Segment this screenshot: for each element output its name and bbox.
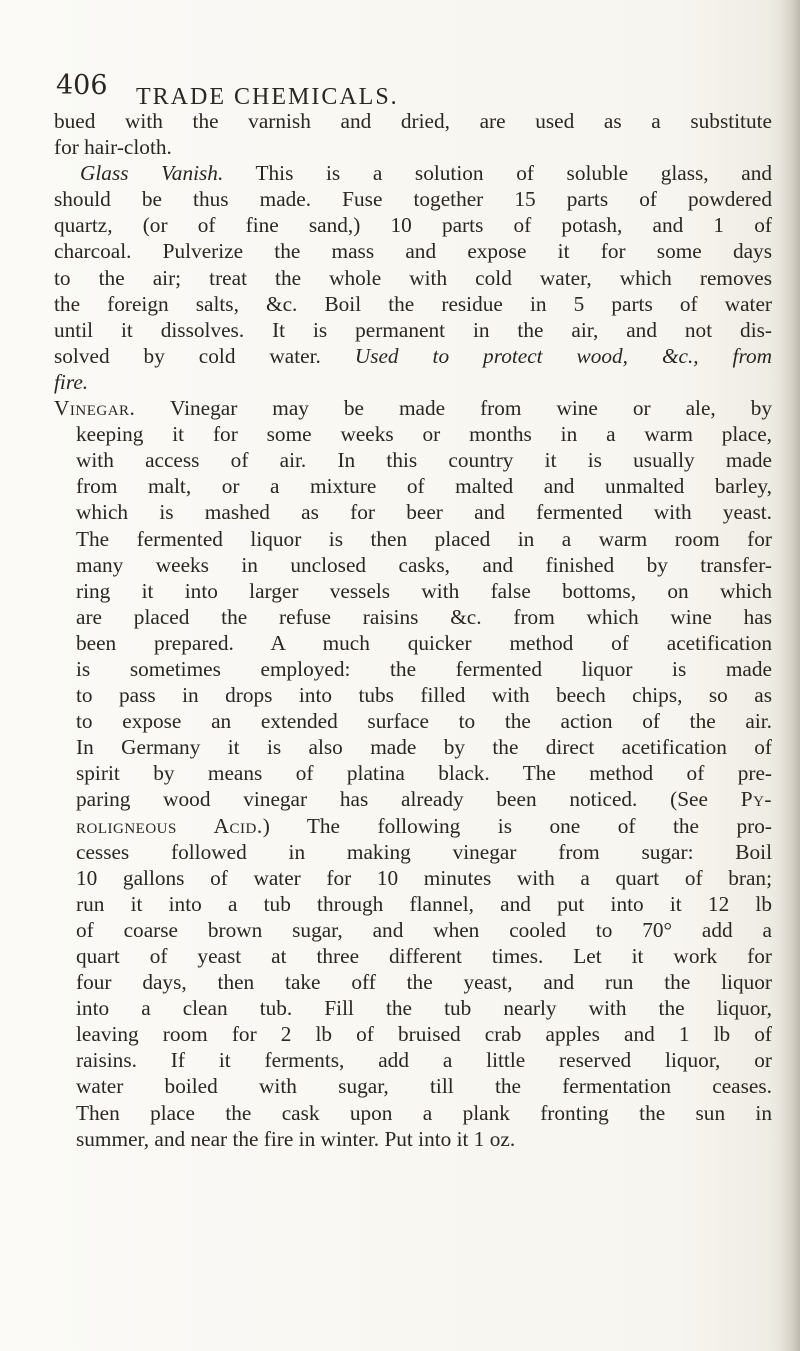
text-line: should be thus made. Fuse together 15 parts of powdered — [54, 187, 772, 212]
text-line — [54, 813, 772, 839]
text-line: The fermented liquor is then placed in a warm room for — [76, 526, 772, 551]
text-line: In Germany it is also made by the direct acetification of — [76, 735, 772, 760]
text-line: spirit by means of platina black. The method of pre- — [76, 761, 772, 786]
text-line: many weeks in unclosed casks, and finished by transfer- — [76, 552, 772, 577]
text-line — [54, 369, 772, 395]
entry-heading-glass-vanish: Glass Vanish. — [80, 161, 224, 186]
text-line: with access of air. In this country it is usually made — [76, 448, 772, 473]
text-line: for hair-cloth. — [54, 135, 172, 160]
text-segment: ) The following is one of the pro- — [262, 813, 772, 838]
text-line: of coarse brown sugar, and when cooled to 70° add a — [76, 917, 772, 942]
running-head: TRADE CHEMICALS. — [136, 84, 399, 110]
text-line: quartz, (or of fine sand,) 10 parts of potash, and 1 of — [54, 213, 772, 238]
paragraph-glass-vanish — [54, 160, 772, 186]
page-header — [56, 70, 756, 110]
text-segment-italic: Used to protect wood, &c., from — [354, 343, 773, 368]
entry-heading-vinegar: Vinegar. — [54, 396, 136, 421]
text-line: water boiled with sugar, till the fermentation ceases. — [76, 1074, 772, 1099]
cross-reference: Py- — [740, 787, 772, 812]
text-line: the foreign salts, &c. Boil the residue in 5 parts of water — [54, 291, 772, 316]
text-line: been prepared. A much quicker method of acetification — [76, 630, 772, 655]
text-line — [54, 343, 772, 369]
text-line: summer, and near the fire in winter. Put into it 1 oz. — [76, 1126, 516, 1151]
text-line: cesses followed in making vinegar from sugar: Boil — [76, 839, 772, 864]
text-segment: solved by cold water. — [54, 343, 355, 368]
text-line: charcoal. Pulverize the mass and expose it for some days — [54, 239, 772, 264]
text-segment-italic: fire. — [54, 369, 89, 394]
text-line: four days, then take off the yeast, and run the liquor — [76, 970, 772, 995]
text-segment: paring wood vinegar has already been noticed. (See — [76, 787, 741, 812]
text-line: to pass in drops into tubs filled with beech chips, so as — [76, 683, 772, 708]
text-line: until it dissolves. It is permanent in the air, and not dis- — [54, 317, 772, 342]
text-line: to expose an extended surface to the action of the air. — [76, 709, 772, 734]
text-line: from malt, or a mixture of malted and unmalted barley, — [76, 474, 772, 499]
text-line: ring it into larger vessels with false bottoms, on which — [76, 578, 772, 603]
text-line: leaving room for 2 lb of bruised crab apples and 1 lb of — [76, 1022, 772, 1047]
text-line: keeping it for some weeks or months in a warm place, — [76, 422, 772, 447]
text-line: which is mashed as for beer and fermented with yeast. — [76, 500, 772, 525]
text-line: is sometimes employed: the fermented liquor is made — [76, 656, 772, 681]
text-line: bued with the varnish and dried, are used as a substitute — [54, 109, 772, 133]
text-line: Then place the cask upon a plank fronting the sun in — [76, 1100, 772, 1125]
paragraph-vinegar — [54, 395, 772, 421]
text-line: run it into a tub through flannel, and put into it 12 lb — [76, 891, 772, 916]
page-number: 406 — [56, 70, 108, 101]
text-line: to the air; treat the whole with cold water, which removes — [54, 265, 772, 290]
text-segment: Vinegar may be made from wine or ale, by — [135, 396, 772, 421]
text-line — [54, 786, 772, 812]
cross-reference: roligneous Acid. — [76, 813, 263, 838]
text-line: raisins. If it ferments, add a little reserved liquor, or — [76, 1048, 772, 1073]
text-segment: This is a solution of soluble glass, and — [223, 161, 773, 186]
text-line: quart of yeast at three different times. Let it work for — [76, 944, 772, 968]
text-line: are placed the refuse raisins &c. from which wine has — [76, 604, 772, 629]
body-text — [54, 108, 772, 1152]
text-line: 10 gallons of water for 10 minutes with a quart of bran; — [76, 865, 772, 890]
text-line: into a clean tub. Fill the tub nearly with the liquor, — [76, 996, 772, 1021]
page-edge-shadow — [778, 0, 800, 1351]
